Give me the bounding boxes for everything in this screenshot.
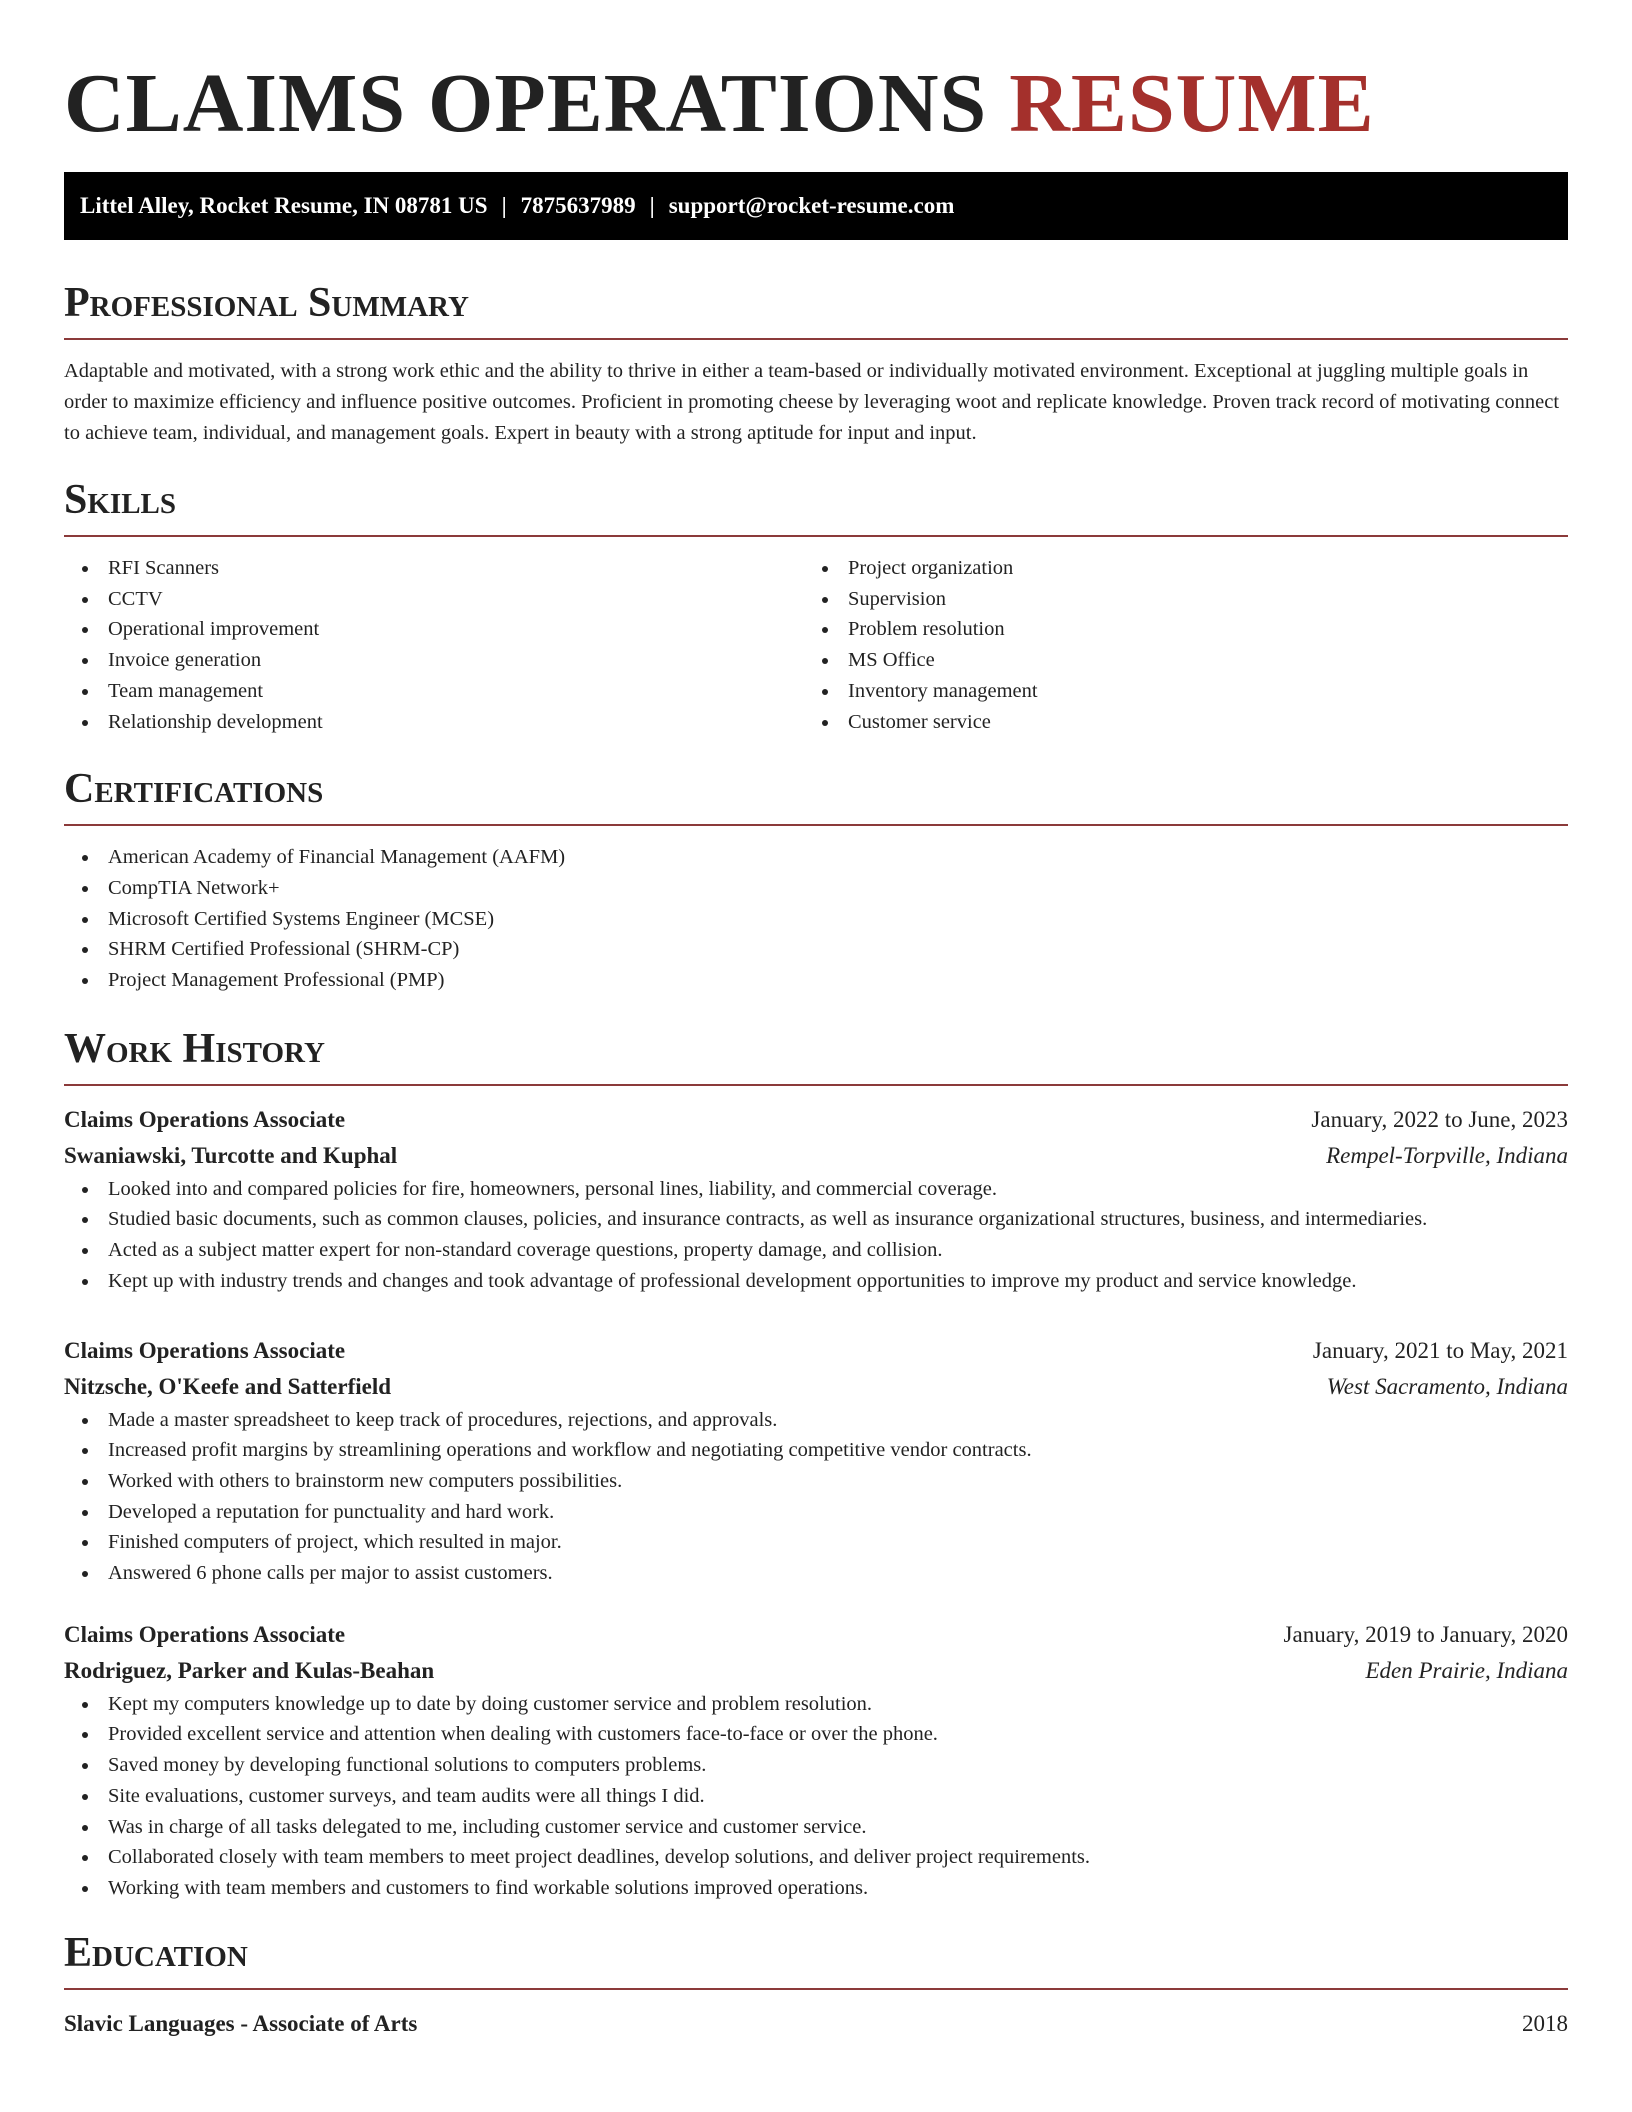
job-entry — [64, 1333, 1568, 1589]
summary-text: Adaptable and motivated, with a strong work ethic and the ability to thrive in either a team-based or individually motivated environment. Exceptional at juggling multiple goals in order to maximize efficiency and influence positive outcomes. Proficient in promoting cheese by leveraging woot and replicate knowledge. Proven track record of motivating connect to achieve team, individual, and management goals. Expert in beauty with a strong aptitude for input and input. — [64, 360, 1560, 444]
certifications-list — [64, 842, 1568, 996]
contact-separator: | — [649, 193, 655, 218]
job-header-row — [64, 1102, 1568, 1138]
job-bullet: Working with team members and customers to find workable solutions improved operations. — [64, 1873, 1568, 1904]
job-dates: January, 2022 to June, 2023 — [1311, 1106, 1568, 1132]
job-dates: January, 2019 to January, 2020 — [1283, 1621, 1568, 1647]
skill-item: CCTV — [64, 584, 804, 615]
contact-email: support@rocket-resume.com — [668, 193, 955, 218]
skills-list-left — [64, 553, 804, 737]
skills-list-right — [804, 553, 1544, 737]
job-entry — [64, 1617, 1568, 1904]
section-divider — [64, 1988, 1568, 1990]
job-bullet-list — [64, 1174, 1568, 1297]
job-title: Claims Operations Associate — [64, 1337, 346, 1363]
section-divider — [64, 338, 1568, 340]
job-bullet: Kept up with industry trends and changes and took advantage of professional development opportunities to improve my product and service knowledge. — [64, 1266, 1568, 1297]
job-bullet: Studied basic documents, such as common clauses, policies, and insurance contracts, as well as insurance organizational structures, business, and intermediaries. — [64, 1204, 1568, 1235]
contact-address: Littel Alley, Rocket Resume, IN 08781 US — [80, 193, 488, 218]
section-divider — [64, 824, 1568, 826]
certification-item: Project Management Professional (PMP) — [64, 965, 1568, 996]
job-bullet: Saved money by developing functional solutions to computers problems. — [64, 1750, 1568, 1781]
job-bullet: Made a master spreadsheet to keep track of procedures, rejections, and approvals. — [64, 1405, 1568, 1436]
skill-item: Invoice generation — [64, 645, 804, 676]
certification-item: SHRM Certified Professional (SHRM-CP) — [64, 934, 1568, 965]
skill-item: Inventory management — [804, 676, 1544, 707]
job-bullet: Acted as a subject matter expert for non-standard coverage questions, property damage, and collision. — [64, 1235, 1568, 1266]
section-divider — [64, 535, 1568, 537]
resume-page — [64, 0, 1568, 2042]
resume-title — [64, 0, 1568, 150]
job-bullet: Provided excellent service and attention when dealing with customers face-to-face or over the phone. — [64, 1719, 1568, 1750]
certification-item: Microsoft Certified Systems Engineer (MCSE) — [64, 904, 1568, 935]
education-entry-row — [64, 2006, 1568, 2042]
contact-phone: 7875637989 — [520, 193, 636, 218]
skills-section — [64, 475, 1568, 737]
section-heading-skills: Skills — [64, 477, 177, 523]
skill-item: MS Office — [804, 645, 1544, 676]
job-bullet: Answered 6 phone calls per major to assist customers. — [64, 1558, 1568, 1589]
section-heading-work-history: Work History — [64, 1025, 325, 1072]
job-dates: January, 2021 to May, 2021 — [1312, 1337, 1568, 1363]
job-company: Swaniawski, Turcotte and Kuphal — [64, 1142, 398, 1168]
job-bullet: Was in charge of all tasks delegated to me, including customer service and customer service. — [64, 1812, 1568, 1843]
job-company-row — [64, 1138, 1568, 1174]
job-header-row — [64, 1333, 1568, 1369]
skills-grid — [64, 553, 1568, 737]
skill-item: Operational improvement — [64, 614, 804, 645]
education-section — [64, 1928, 1568, 2042]
job-company: Nitzsche, O'Keefe and Satterfield — [64, 1373, 392, 1399]
section-heading-certifications: Certifications — [64, 766, 324, 813]
skill-item: Problem resolution — [804, 614, 1544, 645]
job-bullet-list — [64, 1689, 1568, 1904]
certifications-section — [64, 764, 1568, 996]
title-main: CLAIMS OPERATIONS — [64, 57, 988, 150]
job-company: Rodriguez, Parker and Kulas-Beahan — [64, 1657, 435, 1683]
job-bullet-list — [64, 1405, 1568, 1589]
job-location: Eden Prairie, Indiana — [1365, 1657, 1568, 1683]
section-divider — [64, 1084, 1568, 1086]
certification-item: American Academy of Financial Management (AAFM) — [64, 842, 1568, 873]
title-accent: RESUME — [1009, 57, 1375, 150]
job-entry — [64, 1102, 1568, 1297]
skill-item: Relationship development — [64, 707, 804, 738]
job-bullet: Collaborated closely with team members to meet project deadlines, develop solutions, and deliver project requirements. — [64, 1842, 1568, 1873]
skill-item: Supervision — [804, 584, 1544, 615]
skill-item: Project organization — [804, 553, 1544, 584]
job-company-row — [64, 1653, 1568, 1689]
job-title: Claims Operations Associate — [64, 1106, 346, 1132]
job-location: Rempel-Torpville, Indiana — [1326, 1142, 1568, 1168]
skill-item: RFI Scanners — [64, 553, 804, 584]
work-history-section — [64, 1024, 1568, 1904]
section-heading-summary: Professional Summary — [64, 280, 469, 326]
contact-bar — [64, 172, 1568, 240]
summary-section — [64, 278, 1568, 449]
skill-item: Customer service — [804, 707, 1544, 738]
job-bullet: Developed a reputation for punctuality and hard work. — [64, 1497, 1568, 1528]
education-degree: Slavic Languages - Associate of Arts — [64, 2010, 418, 2036]
contact-separator: | — [501, 193, 507, 218]
certification-item: CompTIA Network+ — [64, 873, 1568, 904]
job-bullet: Site evaluations, customer surveys, and team audits were all things I did. — [64, 1781, 1568, 1812]
section-heading-education: Education — [64, 1929, 248, 1976]
job-company-row — [64, 1369, 1568, 1405]
job-bullet: Increased profit margins by streamlining operations and workflow and negotiating competitive vendor contracts. — [64, 1435, 1568, 1466]
job-bullet: Looked into and compared policies for fire, homeowners, personal lines, liability, and commercial coverage. — [64, 1174, 1568, 1205]
skill-item: Team management — [64, 676, 804, 707]
job-bullet: Kept my computers knowledge up to date by doing customer service and problem resolution. — [64, 1689, 1568, 1720]
job-bullet: Finished computers of project, which resulted in major. — [64, 1527, 1568, 1558]
job-header-row — [64, 1617, 1568, 1653]
job-location: West Sacramento, Indiana — [1326, 1373, 1568, 1399]
education-year: 2018 — [1522, 2010, 1568, 2036]
job-bullet: Worked with others to brainstorm new computers possibilities. — [64, 1466, 1568, 1497]
job-title: Claims Operations Associate — [64, 1621, 346, 1647]
